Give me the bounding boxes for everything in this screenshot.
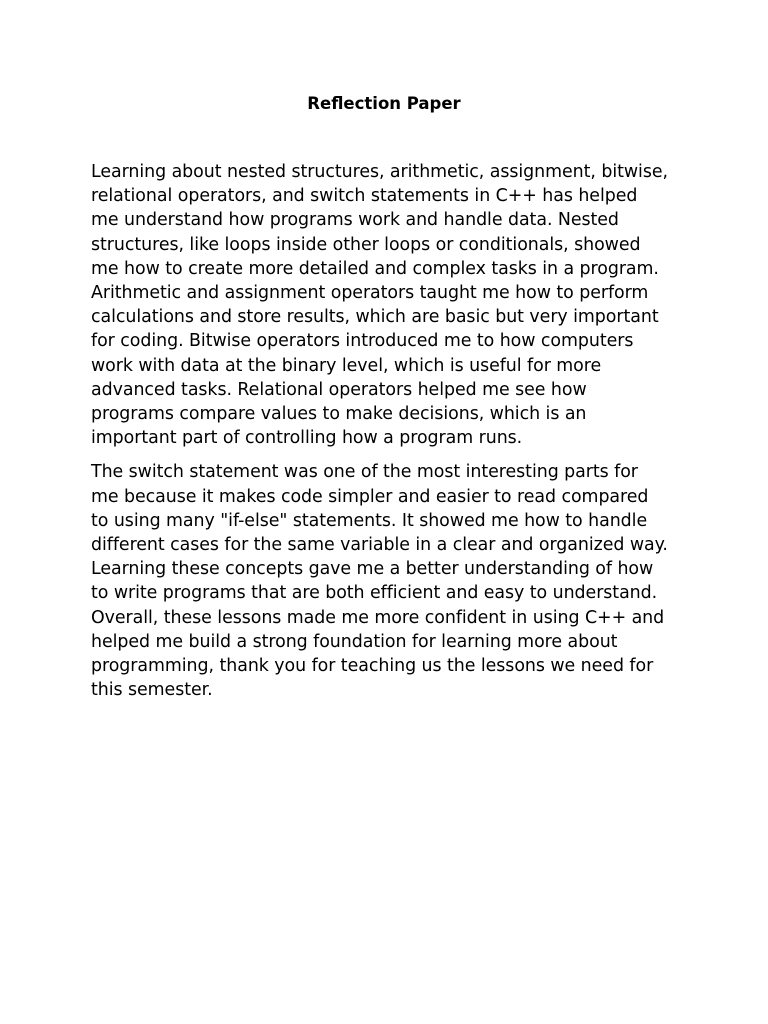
document-body [91,160,691,712]
paragraph-1: Learning about nested structures, arithmetic, assignment, bitwise, relational operators, and switch statements in C++ has helped me understand how programs work and handle data. Nested structures, like loops inside other loops or conditionals, showed me how to create more detailed and complex tasks in a program. Arithmetic and assignment operators taught me how to perform calculations and store results, which are basic but very important for coding. Bitwise operators introduced me to how computers work with data at the binary level, which is useful for more advanced tasks. Relational operators helped me see how programs compare values to make decisions, which is an important part of controlling how a program runs. [91,162,668,449]
document-title: Reflection Paper [307,94,461,113]
paragraph-2: The switch statement was one of the most interesting parts for me because it makes code simpler and easier to read compared to using many "if-else" statements. It showed me how to handle different cases for the same variable in a clear and organized way. Learning these concepts gave me a better understanding of how to write programs that are both efficient and easy to understand. Overall, these lessons made me more confident in using C++ and helped me build a strong foundation for learning more about programming, thank you for teaching us the lessons we need for this semester. [91,462,668,701]
